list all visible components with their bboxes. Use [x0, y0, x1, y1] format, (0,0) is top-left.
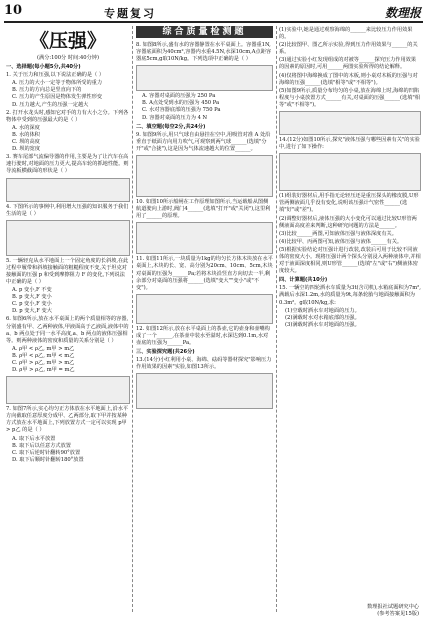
paper-title: 《压强》 [29, 30, 106, 52]
option: C. 压力的产生原因是物体发生弹性形变 [12, 94, 103, 101]
option: D. 坝的宽度 [12, 146, 41, 153]
figure-14-pressure-gauge [279, 153, 421, 191]
question-2: 2. 打开水龙头时,感知它对手的力有大小之分。下列各物体中受到的压强最大的是（ ） [6, 109, 129, 123]
figure-cube [279, 111, 421, 135]
figure-4-photos [6, 220, 130, 256]
question-4: 4. 下图所示的事例中,利用增大压强的知识服务于我们生活的是（ ） [6, 203, 129, 217]
figure-10-canal-lock [136, 222, 273, 254]
figure-9-balloons [136, 155, 273, 197]
sub-question: (2)比较图甲、图乙所示实验,得到压力作用效果与______的关系。 [279, 42, 418, 56]
section-heading: 三、实验探究题(共26分) [136, 349, 195, 356]
brand-logo: 数理报 [384, 6, 421, 20]
column-right [279, 26, 421, 329]
paper-meta: (满分:100分 时间:40分钟) [36, 55, 99, 61]
option: D. 容器对桌面的压力为 4 N [142, 114, 208, 121]
option: A. 容器对桌面的压强为 250 Pa [142, 93, 216, 100]
option: B. ρ甲 < ρ乙, m甲 < m乙 [12, 352, 75, 359]
figure-3-shapes [6, 178, 130, 202]
section-heading: 二、填空题(每空2分,共24分) [136, 123, 206, 130]
question-1: 1. 关于压力和压强,以下说法正确的是（ ） [6, 72, 105, 79]
banner: 综合质量检测题 [136, 26, 273, 38]
section-heading: 四、计算题(共10分) [279, 277, 328, 284]
option: B. 取下后以任意方式放置 [12, 442, 71, 449]
question-11: 11. 如图11所示,一块质量为1kg的均匀长方体木块放在水平桌面上,木块的长、宽、高分别为20cm、10cm、5cm,木块对桌面的压强为______Pa;若将木块沿竖直方向切去一半,剩余部分对桌面的压强将______(选填"变大""变小"或"不变")。 [136, 256, 273, 291]
sub-question: (1)组装好器材后,用手指无论轻压还是重压探头的橡皮膜,U形管两侧液面几乎没有变化,说明该压强计气密性______(选填"好"或"差")。 [279, 193, 419, 214]
option: A. 水的深度 [12, 124, 40, 131]
question-5: 5. 一辆轻克从水平地面上一个固定角度的长斜坡,在此过程中履带和斜坡接触面的粗糙程度不变,关于坦克对接触面的压强 p 和受到摩擦阻力 F 的变化,下列说法中正确的是（ ） [6, 257, 129, 285]
page-header [4, 3, 423, 21]
option: A. 压力的大小一定等于物体所受的重力 [12, 80, 103, 87]
sub-question: (3)满载时洒水车对地面的压强。 [285, 321, 360, 328]
option: B. 压力的方向总是竖直向下的 [12, 87, 82, 94]
question-15: 15. 一辆空的四轮洒水车质量为3t(含司机),水箱底面积为7m²,满载后水深1.2m,水的质量为9t,每条轮胎与地面接触面积为0.3m²。g取10N/kg,求: [279, 285, 421, 306]
sub-question: (2)满载时水对水箱底部的压强。 [285, 314, 360, 321]
question-8: 8. 如图8所示,盛有水的容器静置在水平桌面上。容器重1N,容器底面积为40cm²,容器内水重4.5N,水深10cm,A点距容器底5cm,g取10N/kg。下列选项中正确的是（ ） [136, 42, 272, 63]
sub-question: (3)通过实验小红发现组成的对被等______探究压力作用效果的因素的原因时,可用______两图实验所得的结论解释。 [279, 57, 417, 71]
sub-question: (4)仅将图中海绵换成了图中的木板,则小桌对木板的压强与对海绵的压强______(选填"相等"或"不相等")。 [279, 72, 418, 86]
section-heading: 一、选择题(每小题5分,共40分) [6, 64, 81, 71]
figure-11-block [136, 294, 273, 324]
option: A. 取下后水平放置 [12, 435, 56, 442]
option: B. p 变大,F 变小 [12, 294, 52, 301]
sub-question: (1)空载时洒水车对地面的压力。 [285, 307, 360, 314]
sub-question: (5)如图9所示,质量分布均匀的小桌,放在海绵上时,海绵的凹陷程度与小桌放置方式______有关,对桌面的压强______(选填"相等"或"不相等")。 [279, 87, 420, 108]
option: C. 坝的高度 [12, 139, 40, 146]
footer-source: 数理报社试题研究中心 [367, 604, 419, 610]
option: A. ρ甲 < ρ乙, m甲 > m乙 [12, 345, 75, 352]
option: D. p 变大,F 变大 [12, 308, 52, 315]
figure-13-experiment [136, 373, 273, 409]
header-rule [4, 21, 423, 23]
option: B. 水的体积 [12, 131, 40, 138]
sub-question: (3)比较______两图,可知液体压强与液体深度有关。 [279, 230, 397, 237]
option: B. A点处受到水的压强为 450 Pa [142, 100, 220, 107]
column-left [6, 26, 130, 464]
sub-question: (2)调整好器材后,液体压强的大小变化可以通过比较U形管两侧液面高度差来判断,这种研究问题的方法是______。 [279, 215, 417, 229]
option: D. 取下后顺时针翻转180°放置 [12, 456, 84, 463]
question-9: 9. 如图9所示,用只气球自由悬挂在空中,用吸管对准 A 处沿垂直于纸面方向用力吹气,可观察到两气球______(选填"分开"或"合拢"),这是因为气体流速越大的位置______。 [136, 131, 271, 152]
sub-question: (1)实验中,她是通过观察海绵的______来比较压力作用效果的。 [279, 27, 413, 41]
question-12: 12. 如图12所示,放在水平桌面上的茶壶,它的壶身和壶嘴构成了一个______,在茶壶中装水至溢时,水深达到0.1m,水对壶底的压强为______Pa。 [136, 325, 270, 346]
footer [367, 604, 419, 618]
question-10: 10. 如图10所示船闸在工作原理如图所示,当运载船从图侧航道驶向上游时,阀门4______(选填"打开"或"关闭"),这里利用了______的原理。 [136, 199, 271, 220]
column-divider [276, 26, 277, 612]
option: C. p 变小,F 变小 [12, 301, 52, 308]
section-title: 专题复习 [104, 7, 156, 20]
sub-question: (4)比较甲、丙两图可知,液体压强与液体______有关。 [279, 238, 403, 245]
question-14: 14.(12分)如图10所示,探究"液体压强与哪些因素有关"的实验中,进行了如下操作: [279, 137, 420, 151]
option: C. 水对容器底部的压强为 750 Pa [142, 107, 221, 114]
figure-8-container [136, 65, 273, 91]
option: A. p 变小,F 不变 [12, 287, 52, 294]
column-divider [132, 26, 133, 612]
footer-answer-note: (参考答案见15版) [377, 611, 419, 617]
figure-6-containers [6, 376, 130, 404]
sub-question: (5)根据实验结论对压强计进行改装,改装后可用于比较不同液体的密度大小。现将压强计两个探头分别浸入两种液体中,并相对于液面深度相同,则U形管______(选填"左"或"右")侧液体密度较大。 [279, 246, 421, 275]
question-3: 3. 赛车尾部气流偏导器的作用,主要是为了让汽车在高速行驶时,对地面的压力更大,提高车轮的抓地性能。则导流板横截面的形状是（ ） [6, 154, 129, 175]
question-6: 6. 如图6所示,放在水平桌面上的两个质量相等的容器,分别盛有甲、乙两种液体,甲液面高于乙液面,液体中的 a、b 两点处于同一水平高度,a、b 两点的液体压强相等。则两种液体的密度和质量的关系分别是（ ） [6, 316, 129, 344]
question-7: 7. 如图7所示,实心均匀正方体放在水平地面上,沿水平方向截取任意厚度分成甲、乙两部分,取下甲并按某种方式放在水平地面上,下列放置方式一定可以实现 p甲 > p乙 的是（ ） [6, 406, 129, 434]
column-middle [136, 41, 273, 411]
option: C. 取下后逆时针翻转90°放置 [12, 449, 81, 456]
page-number: 10 [4, 3, 23, 18]
question-13: 13.(14分)小红利用小桌、海绵、砝码等器材探究"影响压力作用效果的因素"实验,如图13所示。 [136, 357, 272, 371]
option: C. ρ甲 > ρ乙, m甲 > m乙 [12, 360, 75, 366]
option: D. 压力越大,产生的压强一定越大 [12, 101, 89, 108]
option: D. ρ甲 > ρ乙, m甲 = m乙 [12, 367, 75, 374]
